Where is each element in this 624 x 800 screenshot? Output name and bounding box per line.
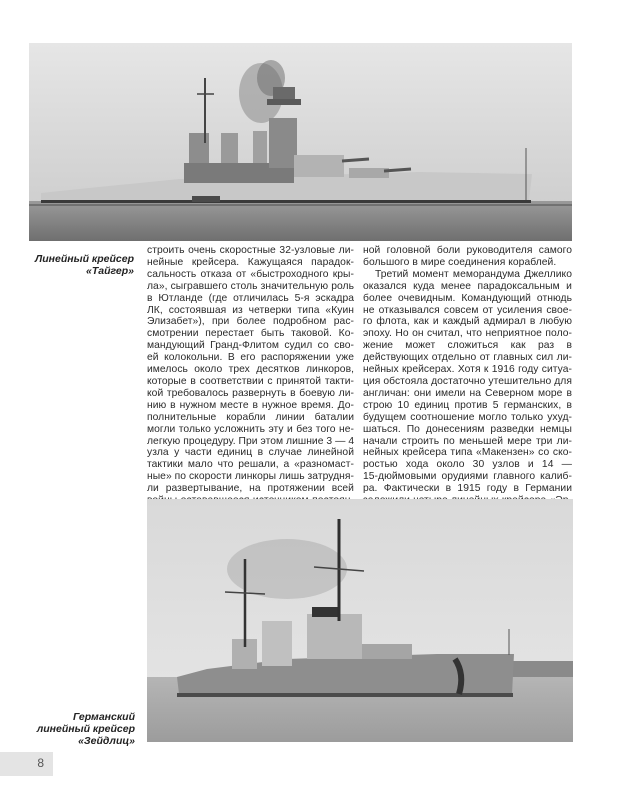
text-line: ей колокольни. В его распоряжении уже — [147, 352, 354, 364]
battlecruiser-tiger-image — [29, 43, 572, 241]
battlecruiser-seydlitz-image — [147, 499, 573, 742]
text-line: ные» по скорости линкоры лишь затрудня- — [147, 471, 355, 483]
text-line: эпоху. Но он считал, что неприятное поло- — [363, 328, 572, 340]
text-line: будущем соотношение могло только ухуд- — [363, 411, 572, 423]
text-line: тактики мало что решали, а «разномаст- — [147, 459, 354, 471]
text-line: 15-дюймовыми орудиями главного калиб- — [363, 471, 572, 483]
text-line: Элизабет»), при более подробном рас- — [147, 316, 354, 328]
text-line: сальность отказа от «быстроходного кры- — [147, 268, 354, 280]
text-line: мандующий Гранд-Флитом судил со сво- — [147, 340, 354, 352]
text-line: строю 10 единиц против 5 германских, в — [363, 399, 572, 411]
text-line: узла у части единиц в случае линейной — [147, 447, 354, 459]
text-line: могли только усложнить эту и без того не- — [147, 423, 354, 435]
text-line: ли развертывание, на протяжении всей — [147, 483, 354, 495]
text-line: ла», сыгравшего столь значительную роль — [147, 280, 354, 292]
text-line: го флота, как и каждый адмирал в любую — [363, 316, 572, 328]
text-line: легкую процедуру. При этом лишние 3 — 4 — [147, 435, 355, 447]
text-line: ЛК, состоявшая из четверки типа «Куин — [147, 304, 354, 316]
text-line: Третий момент меморандума Джеллико — [375, 268, 572, 280]
text-line: которые в соответствии с принятой такти- — [147, 375, 354, 387]
text-line: англичан: они имели на Северном море в — [363, 387, 572, 399]
caption-line: линейный крейсер — [36, 723, 135, 735]
text-line: имелось около трех десятков линкоров, — [147, 364, 354, 376]
photo-caption-seydlitz — [10, 711, 135, 747]
caption-line: «Зейдлиц» — [78, 735, 135, 747]
text-line: ной головной боли руководителя самого — [363, 245, 572, 256]
text-column-right — [363, 245, 572, 507]
text-line: не отказывался совсем от усиления свое- — [363, 304, 572, 316]
text-line: оказался куда менее парадоксальным и — [363, 280, 572, 292]
text-line: полнительные корабли линии баталии — [147, 411, 354, 423]
text-line: ростью хода около 30 узлов и 14 — — [363, 459, 572, 471]
text-line: строить очень скоростные 32-узловые ли- — [147, 245, 354, 256]
text-line: большого в мире соединения кораблей. — [363, 256, 557, 268]
text-line: жение может сложиться как раз в — [363, 340, 572, 352]
page-number-block — [0, 752, 53, 776]
caption-line: «Тайгер» — [86, 265, 134, 277]
text-line: нейных крейсера типа «Макензен» со ско- — [363, 447, 572, 459]
caption-line: Германский — [73, 711, 135, 723]
photo-battlecruiser-tiger — [29, 43, 572, 241]
text-line: в Ютланде (где отличилась 5-я эскадра — [147, 292, 354, 304]
text-line: начали строить по меньшей мере три ли- — [363, 435, 572, 447]
photo-battlecruiser-seydlitz — [147, 499, 573, 742]
text-column-left — [147, 245, 354, 507]
page-number: 8 — [37, 756, 44, 770]
text-line: смотрении перестает быть таковой. Ко- — [147, 328, 354, 340]
photo-caption-tiger — [10, 253, 134, 277]
caption-line: Линейный крейсер — [35, 253, 134, 265]
text-line: шаться. По донесениям разведки немцы — [363, 423, 572, 435]
text-line: нию в нужном месте в нужное время. До- — [147, 399, 354, 411]
text-line: ция обстояла достаточно утешительно для — [363, 375, 572, 387]
text-line: нейных крейсерах. Хотя к 1916 году ситуа- — [363, 364, 572, 376]
text-line: ра. Фактически в 1915 году в Германии — [363, 483, 572, 495]
text-line: кой требовалось развернуть в боевую ли- — [147, 387, 354, 399]
text-line: более очевидным. Командующий отнюдь — [363, 292, 572, 304]
text-line: действующих отдельно от главных сил ли- — [363, 352, 572, 364]
text-line: нейные крейсера. Кажущаяся парадок- — [147, 256, 354, 268]
